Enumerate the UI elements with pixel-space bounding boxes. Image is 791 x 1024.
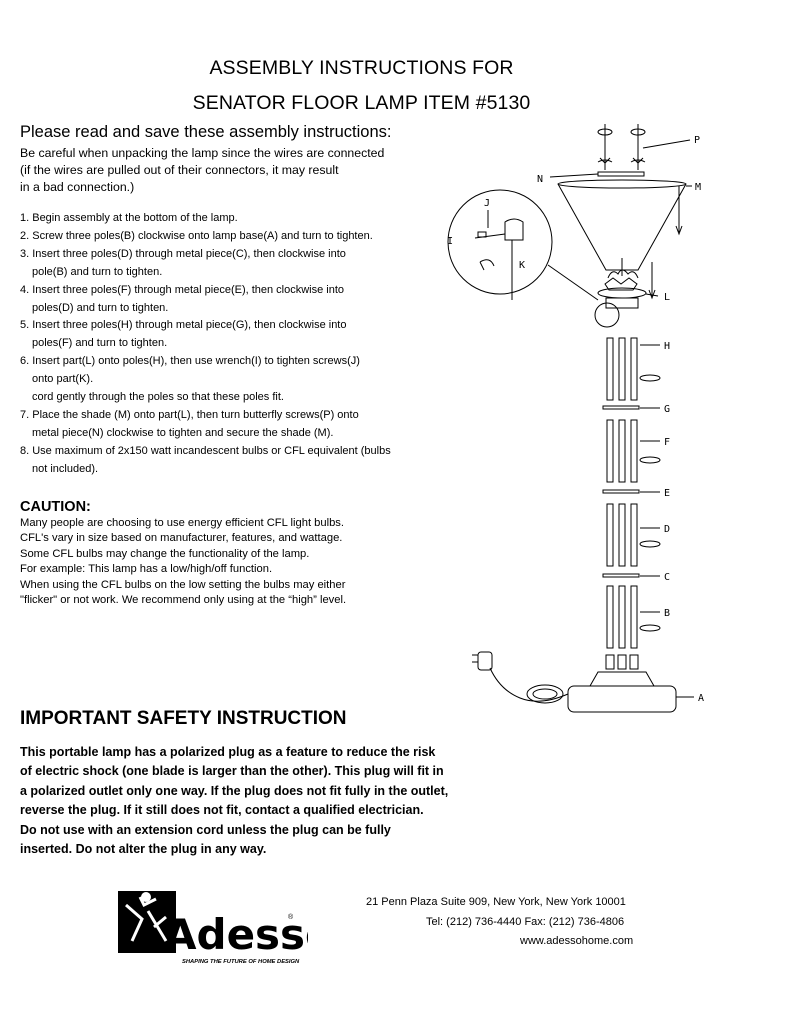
step-line: poles(D) and turn to tighten. <box>32 301 169 314</box>
safety-text <box>20 743 448 859</box>
safety-heading: IMPORTANT SAFETY INSTRUCTION <box>20 708 347 729</box>
intro-text <box>20 145 384 195</box>
caution-heading: CAUTION: <box>20 499 91 515</box>
contact-address: 21 Penn Plaza Suite 909, New York, New York 10001 <box>366 896 626 908</box>
step-line: 7. Place the shade (M) onto part(L), then turn butterfly screws(P) onto <box>20 408 359 421</box>
brand-tagline: SHAPING THE FUTURE OF HOME DESIGN <box>182 959 300 965</box>
step-line: 8. Use maximum of 2x150 watt incandescent bulbs or CFL equivalent (bulbs <box>20 444 391 457</box>
power-cord <box>490 668 568 703</box>
step-line: not included). <box>32 462 99 475</box>
butterfly-screw-right <box>631 124 645 170</box>
step-line: 1. Begin assembly at the bottom of the lamp. <box>20 212 238 224</box>
step-line: poles(F) and turn to tighten. <box>32 337 168 350</box>
label-d: D <box>664 524 671 535</box>
caution-line: For example: This lamp has a low/high/off function. <box>20 563 273 576</box>
metal-piece-c <box>603 574 639 577</box>
brand-name: Adess <box>164 910 306 959</box>
lamp-base-a <box>568 655 676 712</box>
safety-line: of electric shock (one blade is larger than the other). This plug will fit in <box>20 764 444 779</box>
step-line: metal piece(N) clockwise to tighten and secure the shade (M). <box>32 426 334 439</box>
step-line: cord gently through the poles so that these poles fit. <box>32 391 284 404</box>
poles-f <box>607 420 660 482</box>
label-j: J <box>484 198 491 209</box>
step-line: 4. Insert three poles(F) through metal piece(E), then clockwise into <box>20 283 345 296</box>
caution-line: Many people are choosing to use energy efficient CFL light bulbs. <box>20 517 345 529</box>
step-line: 2. Screw three poles(B) clockwise onto lamp base(A) and turn to tighten. <box>20 229 373 242</box>
contact-website: www.adessohome.com <box>520 935 634 947</box>
step-line: onto part(K). <box>32 373 94 386</box>
butterfly-screw-left <box>598 124 612 170</box>
label-k: K <box>519 260 526 271</box>
shade-m <box>558 180 686 270</box>
intro-line: Be careful when unpacking the lamp since the wires are connected <box>20 146 385 160</box>
label-f: F <box>664 437 671 448</box>
registered-mark: ® <box>288 914 294 921</box>
poles-d <box>607 504 660 566</box>
poles-h <box>607 338 660 400</box>
contact-phones: Tel: (212) 736-4440 Fax: (212) 736-4806 <box>426 915 625 928</box>
intro-heading: Please read and save these assembly instructions: <box>20 123 392 141</box>
document-title-line2: SENATOR FLOOR LAMP ITEM #5130 <box>192 92 531 114</box>
intro-line: in a bad connection.) <box>20 179 135 194</box>
metal-piece-g <box>603 406 639 409</box>
logo-graphic <box>118 887 308 969</box>
label-a: A <box>698 693 705 704</box>
label-p: P <box>694 135 701 146</box>
step-line: 3. Insert three poles(D) through metal piece(C), then clockwise into <box>20 247 346 260</box>
assembly-steps <box>20 210 391 479</box>
intro-line: (if the wires are pulled out of their connectors, it may result <box>20 162 339 177</box>
safety-line: inserted. Do not alter the plug in any way. <box>20 842 267 857</box>
lamp-exploded-diagram <box>420 118 720 718</box>
step-line: pole(B) and turn to tighten. <box>32 265 163 278</box>
document-title-line1: ASSEMBLY INSTRUCTIONS FOR <box>209 57 514 79</box>
caution-line: CFL's vary in size based on manufacturer, features, and wattage. <box>20 532 343 545</box>
label-c: C <box>664 572 671 583</box>
caution-line: When using the CFL bulbs on the low setting the bulbs may either <box>20 578 346 591</box>
label-e: E <box>664 488 671 499</box>
label-i: I <box>447 236 454 247</box>
step-line: 6. Insert part(L) onto poles(H), then use wrench(I) to tighten screws(J) <box>20 355 360 368</box>
contact-block <box>366 893 633 952</box>
caution-line: "flicker" or not work. We recommend only using at the “high” level. <box>20 594 347 607</box>
label-l: L <box>664 292 671 303</box>
metal-piece-e <box>603 490 639 493</box>
label-h: H <box>664 341 671 352</box>
label-n: N <box>537 174 544 185</box>
label-m: M <box>695 182 702 193</box>
adesso-logo <box>118 887 308 969</box>
safety-line: a polarized outlet only one way. If the plug does not fit fully in the outlet, <box>20 783 449 798</box>
polarized-plug-icon <box>472 652 492 670</box>
safety-line: reverse the plug. If it still does not fit, contact a qualified electrician. <box>20 803 424 818</box>
caution-text <box>20 516 346 608</box>
poles-b <box>607 586 660 648</box>
label-b: B <box>664 608 671 619</box>
label-g: G <box>664 404 671 415</box>
detail-circle <box>448 190 598 300</box>
caution-line: Some CFL bulbs may change the functionality of the lamp. <box>20 547 310 560</box>
part-l <box>595 258 655 327</box>
metal-piece-n <box>598 172 644 176</box>
safety-line: Do not use with an extension cord unless the plug can be fully <box>20 822 391 837</box>
step-line: 5. Insert three poles(H) through metal piece(G), then clockwise into <box>20 319 347 332</box>
safety-line: This portable lamp has a polarized plug as a feature to reduce the risk <box>20 745 436 759</box>
